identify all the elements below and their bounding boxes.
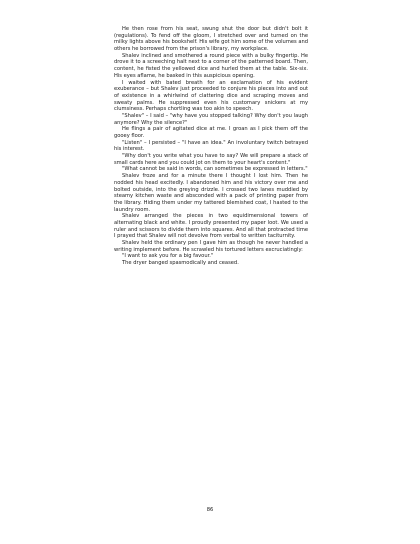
page-number: 86: [206, 507, 214, 513]
paragraph: "Shalev" – I said – "why have you stopped talking? Why don't you laugh anymore? Why the silence?": [114, 112, 308, 126]
paragraph: "Listen" – I persisted – "I have an idea." An involuntary twitch betrayed his interest.: [114, 139, 308, 153]
paragraph: Shalev inclined and smothered a round piece with a bulky fingertip. He drove it to a screeching halt next to a corner of the patterned board. Then, content, he fisted the yellowed dice and hurled them at the table. Six-six. His eyes aflame, he basked in this auspicious opening.: [114, 52, 308, 79]
paragraph: I waited with bated breath for an exclamation of his evident exuberance – but Shalev just proceeded to conjure his pieces into and out of existence in a whirlwind of clattering dice and scraping moves and sweaty palms. He suppressed even his customary snickers at my clumsiness. Perhaps chortling was too akin to speech.: [114, 79, 308, 113]
paragraph: Shalev froze and for a minute there I thought I lost him. Then he nodded his head excitedly. I abandoned him and his victory over me and bolted outside, into the greying drizzle. I crossed two lanes muddied by steamy kitchen waste and absconded with a pack of printing paper from the library. Hiding them under my tattered blemished coat, I hasted to the laundry room.: [114, 173, 308, 213]
paragraph: Shalev held the ordinary pen I gave him as though he never handled a writing implement before. He scrawled his tortured letters excruciatingly:: [114, 240, 308, 253]
paragraph: He flings a pair of agitated dice at me. I groan as I pick them off the gooey floor.: [114, 126, 308, 139]
paragraph: The dryer banged spasmodically and ceased.: [122, 260, 239, 267]
paragraph: "What cannot be said in words, can sometimes be expressed in letters.": [122, 166, 308, 173]
paragraph: He then rose from his seat, swung shut the door but didn't bolt it (regulations). To fend off the gloom, I stretched over and turned on the milky lights above his bookshelf. His wife got him some of the volumes and others he borrowed from the prison's library, my workplace.: [114, 26, 308, 53]
body-text: [114, 26, 308, 267]
paragraph: "I want to ask you for a big favour.": [122, 253, 214, 260]
paragraph: Shalev arranged the pieces in two equidimensional towers of alternating black and white. I proudly presented my paper loot. We used a ruler and scissors to divide them into squares. And all that protracted time I prayed that Shalev will not devolve from verbal to written taciturnity.: [114, 213, 308, 240]
paragraph: "Why don't you write what you have to say? We will prepare a stack of small cards here and you could jot on them to your heart's content.": [114, 153, 308, 166]
